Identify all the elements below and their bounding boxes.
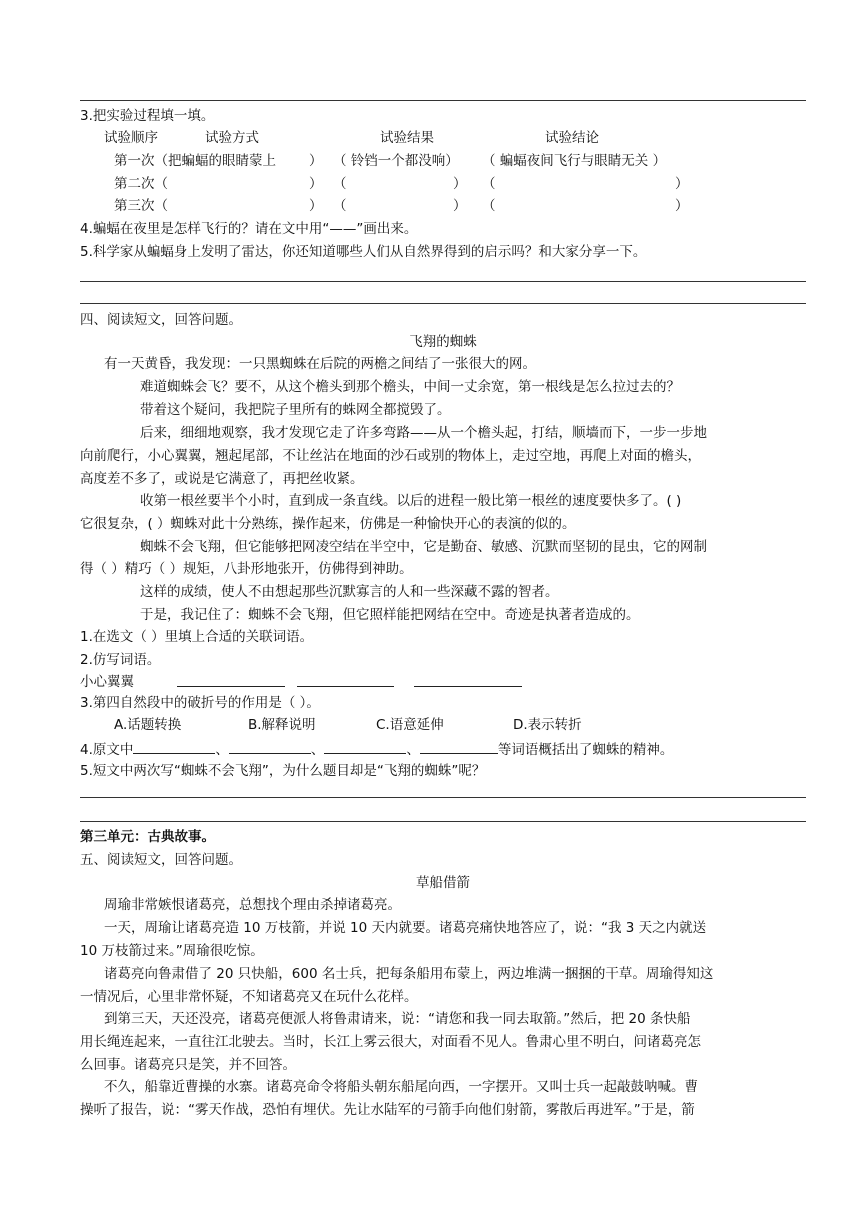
table-row-1-result[interactable]: （ 铃铛一个都没响） xyxy=(333,153,459,169)
fill-blank-1[interactable] xyxy=(133,739,215,754)
fill-blank-4[interactable] xyxy=(420,739,498,754)
fill-blank-2[interactable] xyxy=(229,739,311,754)
table-row-2-conclusion-open[interactable]: （ xyxy=(482,176,496,192)
question-5: 5.科学家从蝙蝠身上发明了雷达，你还知道哪些人们从自然界得到的启示吗？和大家分享一下。 xyxy=(80,244,647,260)
question-4-prefix: 4.原文中 xyxy=(80,742,134,758)
table-header-result: 试验结果 xyxy=(380,130,434,146)
paragraph-4-line-1: 后来，细细地观察，我才发现它走了许多弯路——从一个檐头起，打结，顺墙而下，一步一步地 xyxy=(140,425,707,441)
table-row-1-method[interactable]: 第一次（把蝙蝠的眼睛蒙上 xyxy=(114,153,276,169)
divider-rule xyxy=(80,303,806,304)
table-header-conclusion: 试验结论 xyxy=(545,130,599,146)
paragraph-5-line-1: 收第一根丝要半个小时，直到成一条直线。以后的进程一般比第一根丝的速度要快多了。( ) xyxy=(140,493,682,509)
table-row-3-conclusion-open[interactable]: （ xyxy=(482,198,496,214)
separator: 、 xyxy=(310,742,325,758)
divider-rule xyxy=(80,100,806,101)
word-blank-1[interactable] xyxy=(177,686,285,687)
table-row-2-label[interactable]: 第二次（ xyxy=(114,176,168,192)
paragraph-2: 难道蜘蛛会飞？要不，从这个檐头到那个檐头，中间一丈余宽，第一根线是怎么拉过去的？ xyxy=(140,379,680,395)
option-a[interactable]: A.话题转换 xyxy=(114,717,182,733)
paragraph-4-line-3: 么回事。诸葛亮只是笑，并不回答。 xyxy=(80,1057,296,1073)
answer-line[interactable] xyxy=(80,281,806,282)
question-2: 2.仿写词语。 xyxy=(80,652,161,668)
table-row-2-result-open[interactable]: （ xyxy=(333,176,347,192)
paragraph-5-line-2: 操听了报告，说：“雾天作战，恐怕有埋伏。先让水陆军的弓箭手向他们射箭，雾散后再进军。”于是，箭 xyxy=(80,1102,695,1118)
option-d[interactable]: D.表示转折 xyxy=(513,717,582,733)
question-1: 1.在选文（ ）里填上合适的关联词语。 xyxy=(80,629,314,645)
paragraph-3-line-1: 诸葛亮向鲁肃借了 20 只快船，600 名士兵，把每条船用布蒙上，两边堆满一捆捆的干草。周瑜得知这 xyxy=(104,966,714,982)
separator: 、 xyxy=(215,742,229,758)
paragraph-1: 周瑜非常嫉恨诸葛亮，总想找个理由杀掉诸葛亮。 xyxy=(104,897,401,913)
question-4: 4.蝙蝠在夜里是怎样飞行的？请在文中用“——”画出来。 xyxy=(80,221,418,237)
paragraph-6-line-2: 得（ ）精巧（ ）规矩，八卦形地张开，仿佛得到神助。 xyxy=(80,561,413,577)
word-blank-3[interactable] xyxy=(414,686,522,687)
paragraph-4-line-1: 到第三天，天还没亮，诸葛亮便派人将鲁肃请来，说：“请您和我一同去取箭。”然后，把 20 条快船 xyxy=(104,1011,691,1027)
table-row-3-result-close: ） xyxy=(453,198,467,214)
table-header-order: 试验顺序 xyxy=(104,130,158,146)
paragraph-6-line-1: 蜘蛛不会飞翔，但它能够把网凌空结在半空中，它是勤奋、敏感、沉默而坚韧的昆虫，它的网制 xyxy=(140,539,707,555)
paragraph-8: 于是，我记住了：蜘蛛不会飞翔，但它照样能把网结在空中。奇迹是执著者造成的。 xyxy=(140,607,640,623)
question-3: 3.第四自然段中的破折号的作用是（ ）。 xyxy=(80,695,320,711)
option-b[interactable]: B.解释说明 xyxy=(248,717,316,733)
table-row-3-result-open[interactable]: （ xyxy=(333,198,347,214)
word-blank-2[interactable] xyxy=(297,686,394,687)
table-row-1-conclusion[interactable]: （ 蝙蝠夜间飞行与眼睛无关 ） xyxy=(482,153,667,169)
divider-rule xyxy=(80,821,806,822)
option-c[interactable]: C.语意延伸 xyxy=(376,717,444,733)
table-row-2-conclusion-close: ） xyxy=(675,176,689,192)
table-row-3-conclusion-close: ） xyxy=(675,198,689,214)
paragraph-7: 这样的成绩，使人不由想起那些沉默寡言的人和一些深藏不露的智者。 xyxy=(140,584,559,600)
question-4-suffix: 等词语概括出了蜘蛛的精神。 xyxy=(497,742,674,758)
table-row-3-label[interactable]: 第三次（ xyxy=(114,198,168,214)
table-row-1-close: ） xyxy=(309,153,323,169)
paragraph-5-line-2: 它很复杂，( ）蜘蛛对此十分熟练，操作起来，仿佛是一种愉快开心的表演的似的。 xyxy=(80,516,576,532)
fill-blank-3[interactable] xyxy=(324,739,406,754)
section-heading: 五、阅读短文，回答问题。 xyxy=(80,852,242,868)
paragraph-3-line-2: 一情况后，心里非常怀疑，不知诸葛亮又在玩什么花样。 xyxy=(80,989,418,1005)
table-row-2-paren: ） xyxy=(309,176,323,192)
separator: 、 xyxy=(406,742,420,758)
paragraph-5-line-1: 不久，船靠近曹操的水寨。诸葛亮命令将船头朝东船尾向西，一字摆开。又叫士兵一起敲鼓呐喊。曹 xyxy=(104,1079,698,1095)
passage-title: 飞翔的蜘蛛 xyxy=(409,334,477,350)
paragraph-3: 带着这个疑问，我把院子里所有的蛛网全都搅毁了。 xyxy=(140,402,451,418)
paragraph-4-line-2: 向前爬行，小心翼翼，翘起尾部，不让丝沾在地面的沙石或别的物体上，走过空地，再爬上对面的檐头， xyxy=(80,448,701,464)
question-4 xyxy=(80,739,673,759)
answer-line[interactable] xyxy=(80,797,806,798)
question-5: 5.短文中两次写“蜘蛛不会飞翔”，为什么题目却是“飞翔的蜘蛛”呢？ xyxy=(80,763,486,779)
passage-title: 草船借箭 xyxy=(416,875,470,891)
table-row-3-paren: ） xyxy=(309,198,323,214)
paragraph-1: 有一天黄昏，我发现：一只黑蜘蛛在后院的两檐之间结了一张很大的网。 xyxy=(104,356,536,372)
table-row-2-result-close: ） xyxy=(453,176,467,192)
question-3: 3.把实验过程填一填。 xyxy=(80,108,215,124)
paragraph-4-line-3: 高度差不多了，或说是它满意了，再把丝收紧。 xyxy=(80,471,364,487)
section-heading: 四、阅读短文，回答问题。 xyxy=(80,312,242,328)
paragraph-4-line-2: 用长绳连起来，一直往江北驶去。当时，长江上雾云很大，对面看不见人。鲁肃心里不明白，问诸葛亮怎 xyxy=(80,1034,701,1050)
paragraph-2-line-2: 10 万枝箭过来。”周瑜很吃惊。 xyxy=(80,943,264,959)
table-header-method: 试验方式 xyxy=(205,130,259,146)
worksheet-page xyxy=(80,0,806,1216)
example-word: 小心翼翼 xyxy=(80,674,134,690)
paragraph-2-line-1: 一天，周瑜让诸葛亮造 10 万枝箭，并说 10 天内就要。诸葛亮痛快地答应了，说：“我 3 天之内就送 xyxy=(104,920,707,936)
unit-heading: 第三单元：古典故事。 xyxy=(80,829,215,845)
